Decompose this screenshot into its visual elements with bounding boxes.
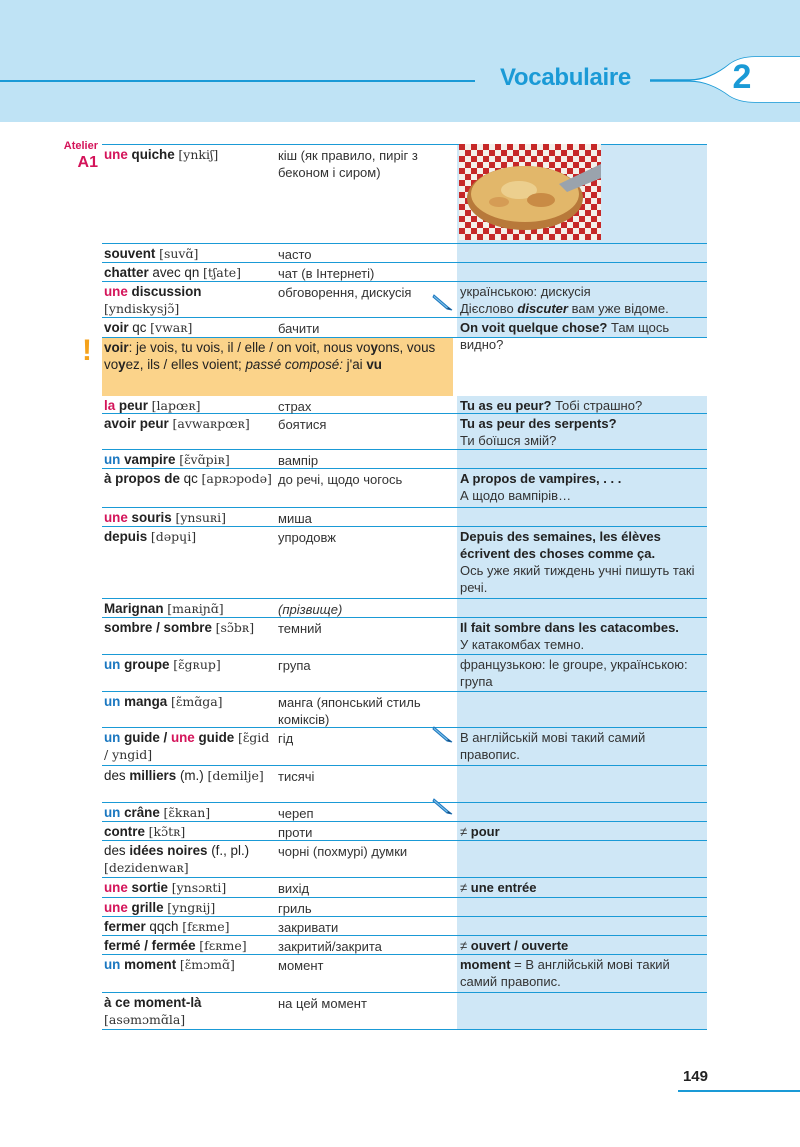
example-cell <box>457 803 707 821</box>
translation: проти <box>278 825 313 840</box>
phonetic: [demilje] <box>207 768 264 783</box>
chapter-number: 2 <box>732 58 752 96</box>
phonetic: [ynsuʀi] <box>175 510 227 525</box>
example-cell: A propos de vampires, . . . А щодо вампірів… <box>457 469 707 507</box>
french-term: chatter avec qn [tʃate] <box>104 265 242 280</box>
pencil-icon <box>432 292 454 312</box>
quiche-photo <box>459 144 601 240</box>
example-cell: On voit quelque chose? Там щось видно? <box>457 318 707 337</box>
grammar-note: voir: je vois, tu vois, il / elle / on voit, nous voyons, vous voyez, ils / elles voient; passé composé: j'ai vu <box>102 338 453 396</box>
phonetic: [dezidenwaʀ] <box>104 860 189 875</box>
example-cell <box>457 599 707 617</box>
french-term: une discussion [yndiskysjɔ̃] <box>104 284 202 316</box>
atelier-label <box>46 140 98 172</box>
example-cell: ≠ une entrée <box>457 878 707 897</box>
example-cell: Tu as peur des serpents? Ти боїшся змій? <box>457 414 707 449</box>
table-row <box>102 508 707 527</box>
french-term: une souris [ynsuʀi] <box>104 510 227 525</box>
translation: вихід <box>278 881 310 896</box>
translation: боятися <box>278 417 327 432</box>
translation: вампір <box>278 453 319 468</box>
table-row <box>102 993 707 1030</box>
table-row <box>102 917 707 936</box>
phonetic: [asəmɔmɑ̃la] <box>104 1012 186 1027</box>
example-cell: Tu as eu peur? Тобі страшно? <box>457 396 707 413</box>
example-cell <box>457 841 707 877</box>
table-row <box>102 841 707 878</box>
table-row <box>102 655 707 692</box>
translation: до речі, щодо чогось <box>278 472 403 487</box>
french-term: une sortie [ynsɔʀti] <box>104 880 227 895</box>
translation: (прізвище) <box>278 602 343 617</box>
french-term: un vampire [ɛ̃vɑ̃piʀ] <box>104 452 230 467</box>
french-term: à propos de qc [apʀɔpodə] <box>104 471 272 486</box>
phonetic: [ynkiʃ] <box>178 147 219 162</box>
exclamation-icon: ! <box>82 334 92 367</box>
french-term: voir qc [vwaʀ] <box>104 320 193 335</box>
table-row <box>102 144 707 244</box>
translation: кіш (як правило, пиріг з беконом і сиром) <box>278 148 418 180</box>
page-number-rule <box>678 1090 800 1092</box>
table-row <box>102 878 707 898</box>
table-row <box>102 692 707 728</box>
translation: чат (в Інтернеті) <box>278 266 375 281</box>
french-term: fermé / fermée [fɛʀme] <box>104 938 247 953</box>
table-row <box>102 728 707 766</box>
example-cell: В англійській мові такий самий правопис. <box>457 728 707 765</box>
phonetic: [ɛ̃vɑ̃piʀ] <box>179 452 230 467</box>
example-cell: французькою: le groupe, українською: група <box>457 655 707 691</box>
translation: гід <box>278 731 294 746</box>
phonetic: [suvɑ̃] <box>159 246 199 261</box>
translation: закривати <box>278 920 339 935</box>
table-row <box>102 936 707 955</box>
french-term: un crâne [ɛ̃kʀan] <box>104 805 211 820</box>
phonetic: [tʃate] <box>203 265 242 280</box>
table-row <box>102 803 707 822</box>
french-term: avoir peur [avwaʀpœʀ] <box>104 416 250 431</box>
pencil-icon <box>432 796 454 816</box>
example-cell: ≠ pour <box>457 822 707 840</box>
table-row <box>102 766 707 803</box>
phonetic: [kɔ̃tʀ] <box>148 824 186 839</box>
table-row <box>102 955 707 993</box>
phonetic: [dəpɥi] <box>150 529 197 544</box>
phonetic: [avwaʀpœʀ] <box>172 416 250 431</box>
table-row <box>102 396 707 414</box>
header-title: Vocabulaire <box>500 64 631 91</box>
translation: на цей момент <box>278 996 367 1011</box>
table-row <box>102 898 707 917</box>
phonetic: [yngʀij] <box>167 900 216 915</box>
table-row <box>102 469 707 508</box>
pencil-icon <box>432 724 454 744</box>
translation: момент <box>278 958 324 973</box>
table-row <box>102 822 707 841</box>
translation: група <box>278 658 311 673</box>
french-term: souvent [suvɑ̃] <box>104 246 199 261</box>
translation: бачити <box>278 321 320 336</box>
example-cell: ≠ ouvert / ouverte <box>457 936 707 954</box>
translation: обговорення, дискусія <box>278 285 412 300</box>
example-cell: moment = В англійській мові такий самий правопис. <box>457 955 707 992</box>
translation: страх <box>278 399 312 414</box>
phonetic: [maʀiɲɑ̃] <box>167 601 224 616</box>
table-row <box>102 244 707 263</box>
table-row <box>102 282 707 318</box>
french-term: une quiche [ynkiʃ] <box>104 147 219 162</box>
page-header <box>0 0 800 122</box>
translation: закритий/закрита <box>278 939 382 954</box>
french-term: contre [kɔ̃tʀ] <box>104 824 186 839</box>
phonetic: [apʀɔpodə] <box>201 471 272 486</box>
french-term: sombre / sombre [sɔ̃bʀ] <box>104 620 255 635</box>
atelier-code: A1 <box>77 154 98 171</box>
french-term: une grille [yngʀij] <box>104 900 216 915</box>
example-cell <box>457 766 707 802</box>
phonetic: [ɛ̃mɑ̃ga] <box>170 694 223 709</box>
table-row <box>102 263 707 282</box>
translation: чорні (похмурі) думки <box>278 844 408 859</box>
translation: череп <box>278 806 314 821</box>
example-cell <box>457 692 707 727</box>
french-term: fermer qqch [fɛʀme] <box>104 919 230 934</box>
french-term: des milliers (m.) [demilje] <box>104 768 264 783</box>
phonetic: [ɛ̃mɔmɑ̃] <box>179 957 235 972</box>
phonetic: [ɛ̃gʀup] <box>173 657 221 672</box>
french-term: depuis [dəpɥi] <box>104 529 197 544</box>
example-cell <box>457 508 707 526</box>
example-cell: Il fait sombre dans les catacombes. У катакомбах темно. <box>457 618 707 654</box>
translation: манга (японський стиль коміксів) <box>278 695 421 727</box>
french-term: un moment [ɛ̃mɔmɑ̃] <box>104 957 235 972</box>
example-cell: Depuis des semaines, les élèves écrivent des choses comme ça. Ось уже який тиждень учні пишуть такі речі. <box>457 527 707 598</box>
phonetic: [lapœʀ] <box>151 398 201 413</box>
phonetic: [sɔ̃bʀ] <box>215 620 255 635</box>
translation: миша <box>278 511 312 526</box>
page-number: 149 <box>682 1068 708 1085</box>
table-row <box>102 450 707 469</box>
phonetic: [ynsɔʀti] <box>171 880 227 895</box>
table-row <box>102 527 707 599</box>
phonetic: [ɛ̃gid / yngid] <box>104 730 270 762</box>
table-row <box>102 318 707 352</box>
example-cell <box>457 993 707 1029</box>
atelier-word: Atelier <box>63 140 98 152</box>
french-term: un manga [ɛ̃mɑ̃ga] <box>104 694 223 709</box>
phonetic: [ɛ̃kʀan] <box>163 805 211 820</box>
header-rule <box>0 80 475 82</box>
example-cell <box>457 244 707 262</box>
french-term: Marignan [maʀiɲɑ̃] <box>104 601 224 616</box>
example-cell <box>457 263 707 281</box>
french-term: un groupe [ɛ̃gʀup] <box>104 657 221 672</box>
translation: тисячі <box>278 769 315 784</box>
phonetic: [vwaʀ] <box>150 320 193 335</box>
french-term: des idées noires (f., pl.) [dezidenwaʀ] <box>104 843 250 875</box>
table-row <box>102 599 707 618</box>
example-cell <box>457 898 707 916</box>
table-row <box>102 618 707 655</box>
table-row <box>102 414 707 450</box>
french-term: la peur [lapœʀ] <box>104 398 201 413</box>
example-cell: українською: дискусія Дієслово discuter вам уже відоме. <box>457 282 707 317</box>
phonetic: [fɛʀme] <box>199 938 247 953</box>
translation: гриль <box>278 901 312 916</box>
translation: упродовж <box>278 530 336 545</box>
phonetic: [fɛʀme] <box>182 919 230 934</box>
french-term: un guide / une guide [ɛ̃gid / yngid] <box>104 730 270 762</box>
translation: темний <box>278 621 322 636</box>
translation: часто <box>278 247 312 262</box>
example-cell <box>457 450 707 468</box>
example-cell <box>457 917 707 935</box>
phonetic: [yndiskysjɔ̃] <box>104 301 180 316</box>
french-term: à ce moment-là [asəmɔmɑ̃la] <box>104 995 202 1027</box>
